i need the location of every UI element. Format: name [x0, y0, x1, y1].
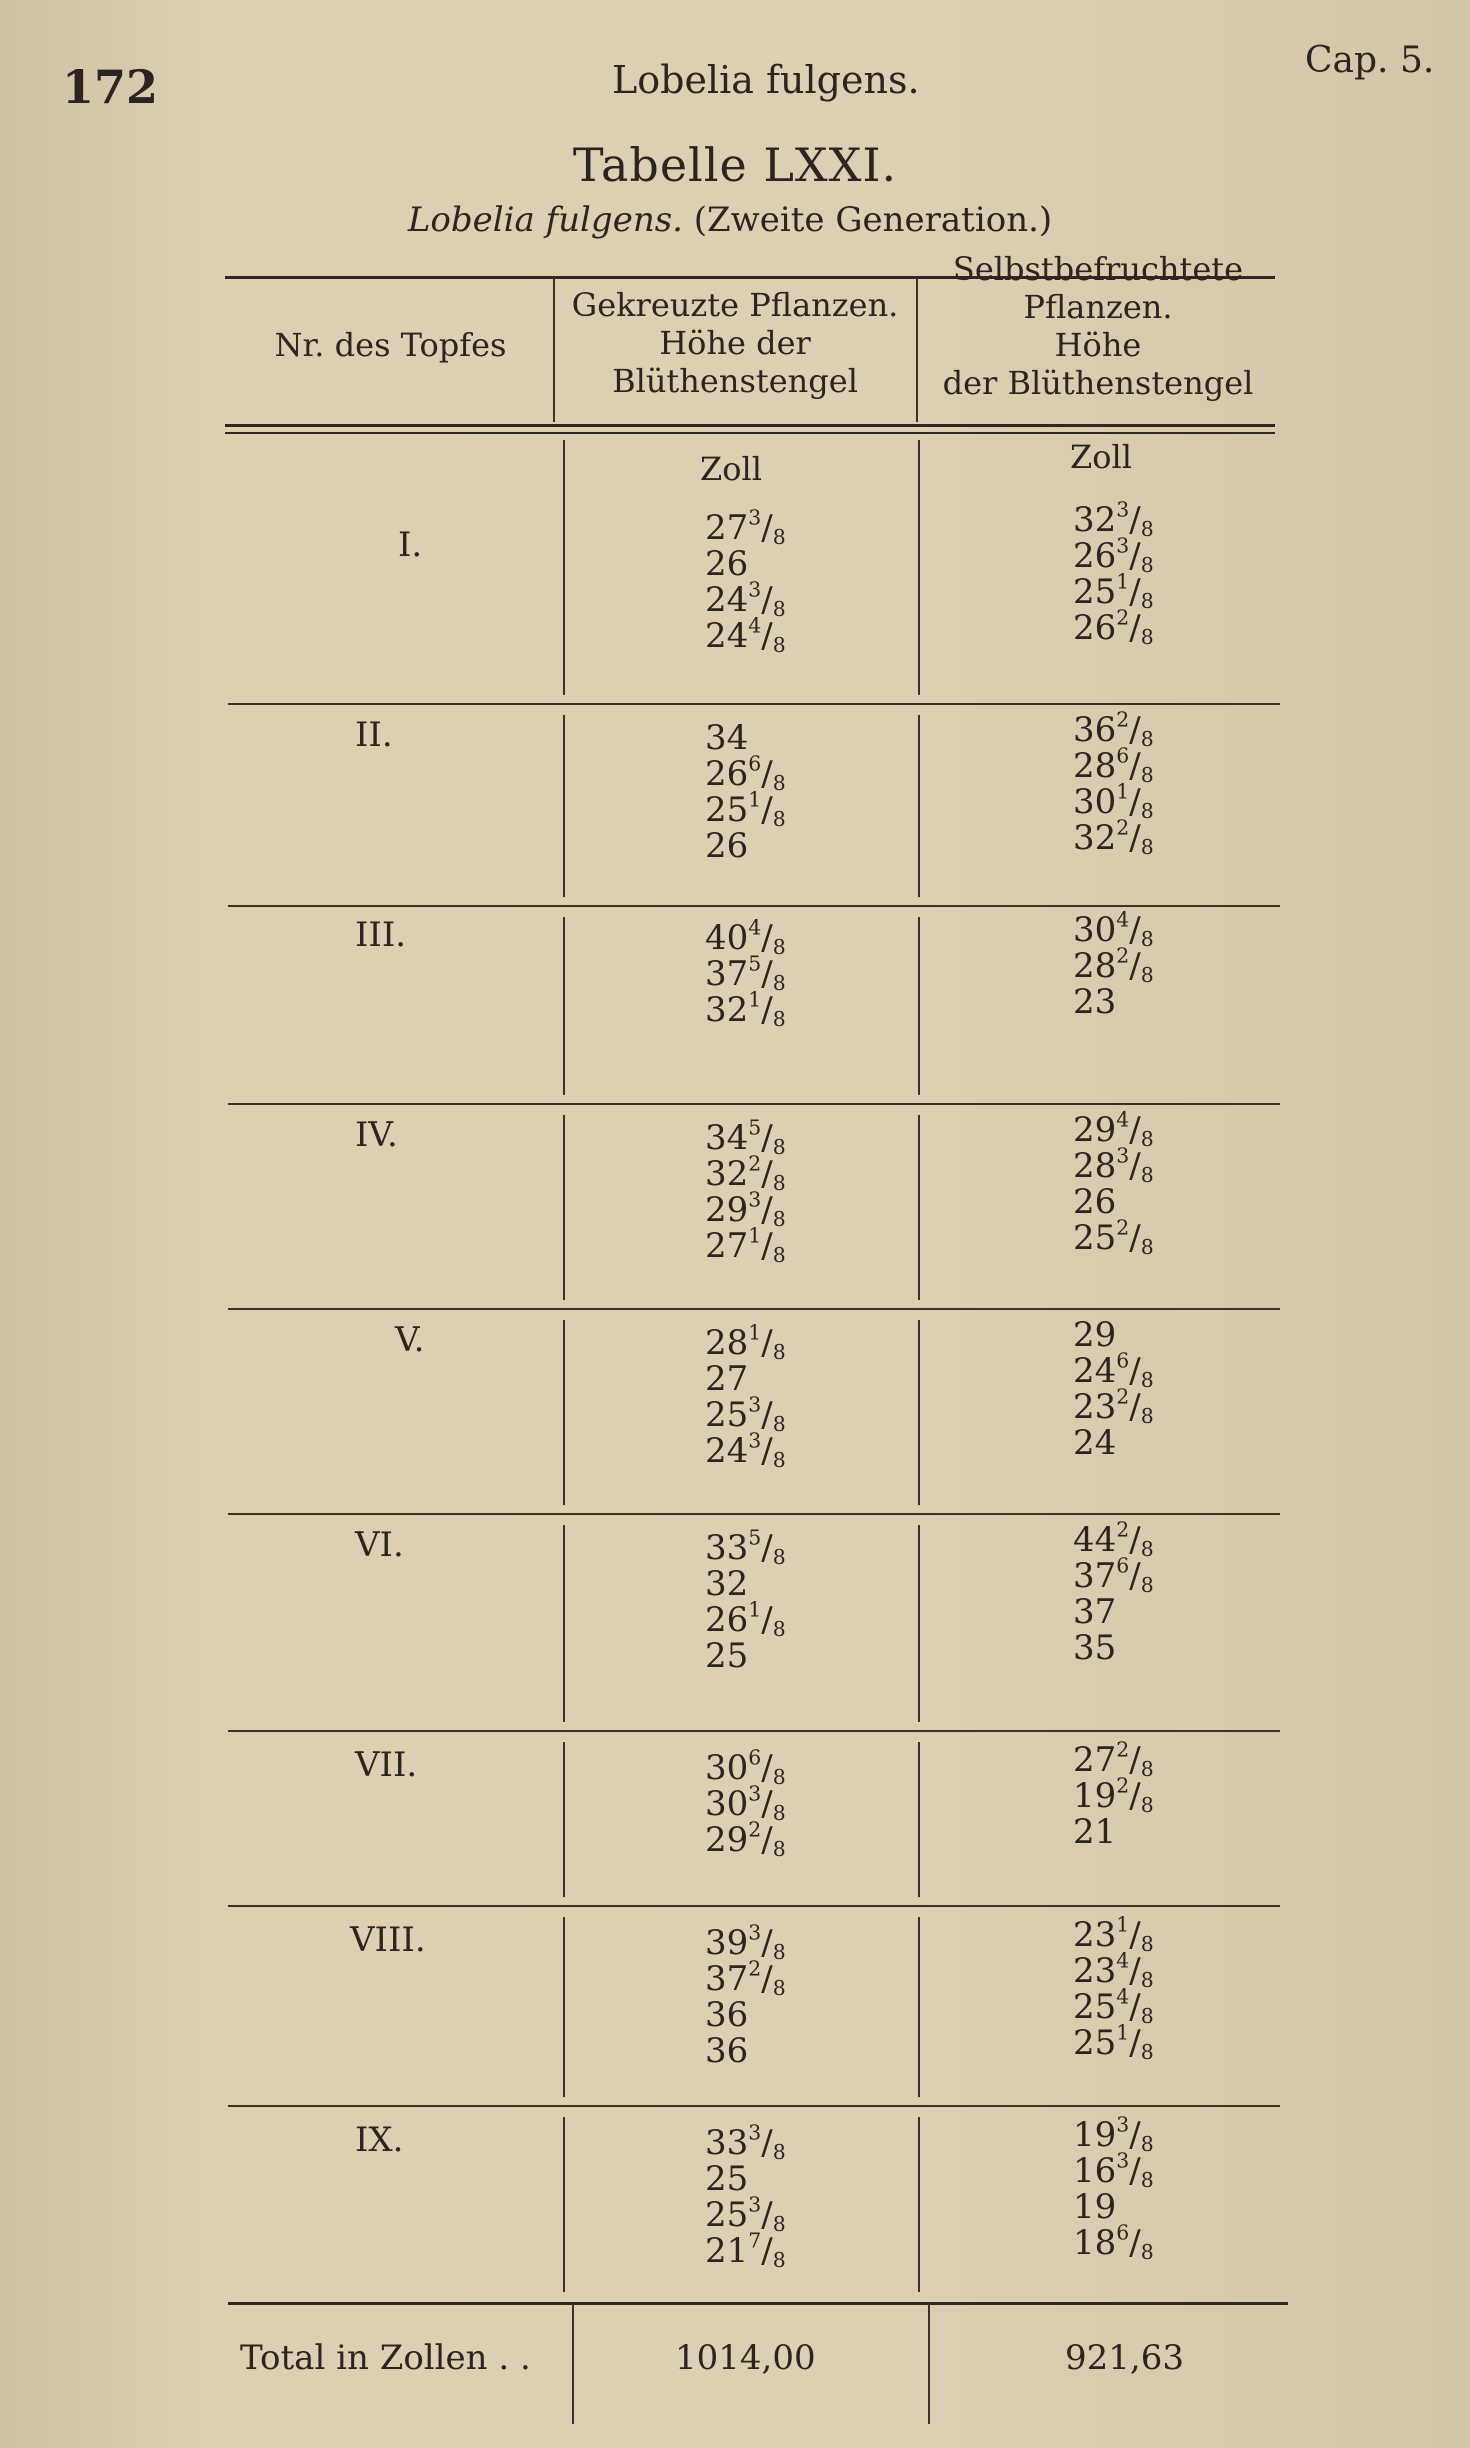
crossed-heights	[705, 1920, 786, 2071]
self-height-value: $36^2/_8$	[1073, 707, 1154, 752]
crossed-height-value: $26^6/_8$	[705, 751, 786, 796]
self-height-value: $19^2/_8$	[1073, 1773, 1154, 1818]
self-height-value: 21	[1073, 1812, 1117, 1852]
col2-header-line: Höhe der	[659, 324, 811, 362]
column-divider-crossed	[563, 1115, 565, 1300]
crossed-height-value: $30^3/_8$	[705, 1781, 786, 1826]
total-crossed: 1014,00	[675, 2338, 816, 2378]
crossed-heights	[705, 505, 786, 658]
crossed-height-value: $32^1/_8$	[705, 987, 786, 1032]
group-separator	[228, 1513, 1280, 1515]
total-divider-1	[572, 2304, 574, 2424]
crossed-height-value: $32^2/_8$	[705, 1151, 786, 1196]
self-height-value: $28^2/_8$	[1073, 943, 1154, 988]
crossed-height-value: $39^3/_8$	[705, 1920, 786, 1965]
self-height-value: $30^4/_8$	[1073, 907, 1154, 952]
chapter-label: Cap. 5.	[1305, 40, 1435, 81]
crossed-heights	[705, 1525, 786, 1676]
species-name: Lobelia fulgens.	[407, 200, 683, 240]
self-height-value: $27^2/_8$	[1073, 1737, 1154, 1782]
col2-header-line: Blüthenstengel	[612, 362, 858, 400]
column-divider-self	[918, 1742, 920, 1897]
self-heights	[1073, 1107, 1154, 1260]
self-height-value: 23	[1073, 982, 1117, 1022]
self-height-value: 24	[1073, 1423, 1117, 1463]
pot-label: VII.	[355, 1745, 418, 1785]
crossed-height-value: $37^5/_8$	[705, 951, 786, 996]
self-height-value: $28^3/_8$	[1073, 1143, 1154, 1188]
self-height-value: $44^2/_8$	[1073, 1517, 1154, 1562]
pot-label: I.	[398, 525, 423, 565]
page-number: 172	[62, 60, 159, 114]
total-top-rule	[228, 2302, 1288, 2305]
column-divider-self	[918, 2117, 920, 2292]
pot-label: VI.	[355, 1525, 404, 1565]
self-height-value: $25^1/_8$	[1073, 2020, 1154, 2065]
self-height-value: $23^1/_8$	[1073, 1912, 1154, 1957]
crossed-height-value: $40^4/_8$	[705, 915, 786, 960]
group-separator	[228, 905, 1280, 907]
crossed-height-value: $27^3/_8$	[705, 505, 786, 550]
crossed-height-value: 36	[705, 2031, 749, 2071]
col3-header-line: Pflanzen.	[1023, 288, 1173, 326]
column-divider-self	[918, 715, 920, 897]
column-divider-crossed	[563, 1917, 565, 2097]
crossed-height-value: 36	[705, 1995, 749, 2035]
crossed-height-value: $37^2/_8$	[705, 1956, 786, 2001]
column-divider-crossed	[563, 440, 565, 695]
pot-label: V.	[395, 1320, 425, 1360]
running-title: Lobelia fulgens.	[612, 58, 920, 102]
self-heights	[1073, 1912, 1154, 2065]
table-subtitle	[0, 200, 1460, 240]
self-height-value: $18^6/_8$	[1073, 2220, 1154, 2265]
crossed-heights	[705, 915, 786, 1032]
header-divider-1	[553, 278, 555, 422]
crossed-height-value: 26	[705, 544, 749, 584]
crossed-height-value: 32	[705, 1564, 749, 1604]
column-divider-self	[918, 1320, 920, 1505]
column-divider-crossed	[563, 2117, 565, 2292]
col2-header-line: Gekreuzte Pflanzen.	[571, 286, 899, 324]
total-self: 921,63	[1065, 2338, 1184, 2378]
pot-label: II.	[355, 715, 393, 755]
crossed-height-value: $25^3/_8$	[705, 1392, 786, 1437]
self-heights	[1073, 1737, 1154, 1852]
crossed-height-value: $25^1/_8$	[705, 787, 786, 832]
group-separator	[228, 703, 1280, 705]
crossed-height-value: $29^2/_8$	[705, 1817, 786, 1862]
crossed-height-value: $24^4/_8$	[705, 613, 786, 658]
crossed-height-value: $28^1/_8$	[705, 1320, 786, 1365]
self-height-value: $26^2/_8$	[1073, 605, 1154, 650]
header-bottom-rule	[225, 424, 1275, 427]
header-bottom-rule-2	[225, 432, 1275, 434]
page-header	[0, 40, 1470, 120]
self-height-value: $19^3/_8$	[1073, 2112, 1154, 2157]
crossed-height-value: 25	[705, 1636, 749, 1676]
self-height-value: 19	[1073, 2187, 1117, 2227]
col1-header-line: Nr. des Topfes	[274, 326, 507, 364]
crossed-heights	[705, 1115, 786, 1268]
header-self-fertilized-plants	[918, 250, 1278, 402]
header-pot-number	[228, 326, 553, 364]
self-height-value: $32^2/_8$	[1073, 815, 1154, 860]
self-height-value: $25^2/_8$	[1073, 1215, 1154, 1260]
crossed-heights	[705, 2120, 786, 2273]
header-crossed-plants	[555, 286, 915, 400]
column-divider-self	[918, 1115, 920, 1300]
self-heights	[1073, 707, 1154, 860]
pot-label: VIII.	[350, 1920, 426, 1960]
unit-crossed: Zoll	[700, 450, 762, 488]
crossed-height-value: $24^3/_8$	[705, 1428, 786, 1473]
column-divider-self	[918, 917, 920, 1095]
column-divider-self	[918, 440, 920, 695]
group-separator	[228, 2105, 1280, 2107]
group-separator	[228, 1308, 1280, 1310]
self-height-value: 35	[1073, 1628, 1117, 1668]
self-heights	[1073, 1517, 1154, 1668]
crossed-height-value: 25	[705, 2159, 749, 2199]
group-separator	[228, 1103, 1280, 1105]
self-height-value: $25^4/_8$	[1073, 1984, 1154, 2029]
crossed-heights	[705, 720, 786, 864]
crossed-height-value: 34	[705, 718, 749, 758]
group-separator	[228, 1730, 1280, 1732]
self-height-value: $25^1/_8$	[1073, 569, 1154, 614]
crossed-height-value: 26	[705, 826, 749, 866]
crossed-height-value: $24^3/_8$	[705, 577, 786, 622]
column-divider-crossed	[563, 1320, 565, 1505]
self-heights	[1073, 497, 1154, 650]
crossed-height-value: $29^3/_8$	[705, 1187, 786, 1232]
table-title: Tabelle LXXI.	[572, 138, 898, 192]
column-divider-crossed	[563, 1525, 565, 1722]
crossed-height-value: $33^5/_8$	[705, 1525, 786, 1570]
self-height-value: $28^6/_8$	[1073, 743, 1154, 788]
crossed-height-value: $26^1/_8$	[705, 1597, 786, 1642]
column-divider-crossed	[563, 917, 565, 1095]
self-height-value: $24^6/_8$	[1073, 1348, 1154, 1393]
crossed-height-value: $25^3/_8$	[705, 2192, 786, 2237]
crossed-height-value: $27^1/_8$	[705, 1223, 786, 1268]
col3-header-line: Selbstbefruchtete	[952, 250, 1244, 288]
self-height-value: $32^3/_8$	[1073, 497, 1154, 542]
self-height-value: 37	[1073, 1592, 1117, 1632]
crossed-heights	[705, 1320, 786, 1473]
self-heights	[1073, 1317, 1154, 1461]
self-height-value: $29^4/_8$	[1073, 1107, 1154, 1152]
self-height-value: $23^4/_8$	[1073, 1948, 1154, 1993]
self-heights	[1073, 907, 1154, 1022]
total-label: Total in Zollen . .	[240, 2338, 531, 2378]
col3-header-line: der Blüthenstengel	[942, 364, 1254, 402]
total-divider-2	[928, 2304, 930, 2424]
unit-self: Zoll	[1070, 438, 1132, 476]
crossed-heights	[705, 1745, 786, 1862]
col3-header-line: Höhe	[1054, 326, 1142, 364]
column-divider-self	[918, 1525, 920, 1722]
column-divider-crossed	[563, 715, 565, 897]
self-height-value: $23^2/_8$	[1073, 1384, 1154, 1429]
pot-label: IX.	[355, 2120, 404, 2160]
crossed-height-value: 27	[705, 1359, 749, 1399]
generation-label: (Zweite Generation.)	[693, 200, 1053, 240]
pot-label: IV.	[355, 1115, 398, 1155]
self-height-value: $16^3/_8$	[1073, 2148, 1154, 2193]
group-separator	[228, 1905, 1280, 1907]
column-divider-crossed	[563, 1742, 565, 1897]
self-height-value: $30^1/_8$	[1073, 779, 1154, 824]
crossed-height-value: $21^7/_8$	[705, 2228, 786, 2273]
crossed-height-value: $30^6/_8$	[705, 1745, 786, 1790]
crossed-height-value: $34^5/_8$	[705, 1115, 786, 1160]
crossed-height-value: $33^3/_8$	[705, 2120, 786, 2165]
header-divider-2	[916, 278, 918, 422]
self-height-value: 29	[1073, 1315, 1117, 1355]
pot-label: III.	[355, 915, 407, 955]
column-divider-self	[918, 1917, 920, 2097]
self-height-value: $26^3/_8$	[1073, 533, 1154, 578]
self-height-value: $37^6/_8$	[1073, 1553, 1154, 1598]
self-heights	[1073, 2112, 1154, 2265]
self-height-value: 26	[1073, 1182, 1117, 1222]
